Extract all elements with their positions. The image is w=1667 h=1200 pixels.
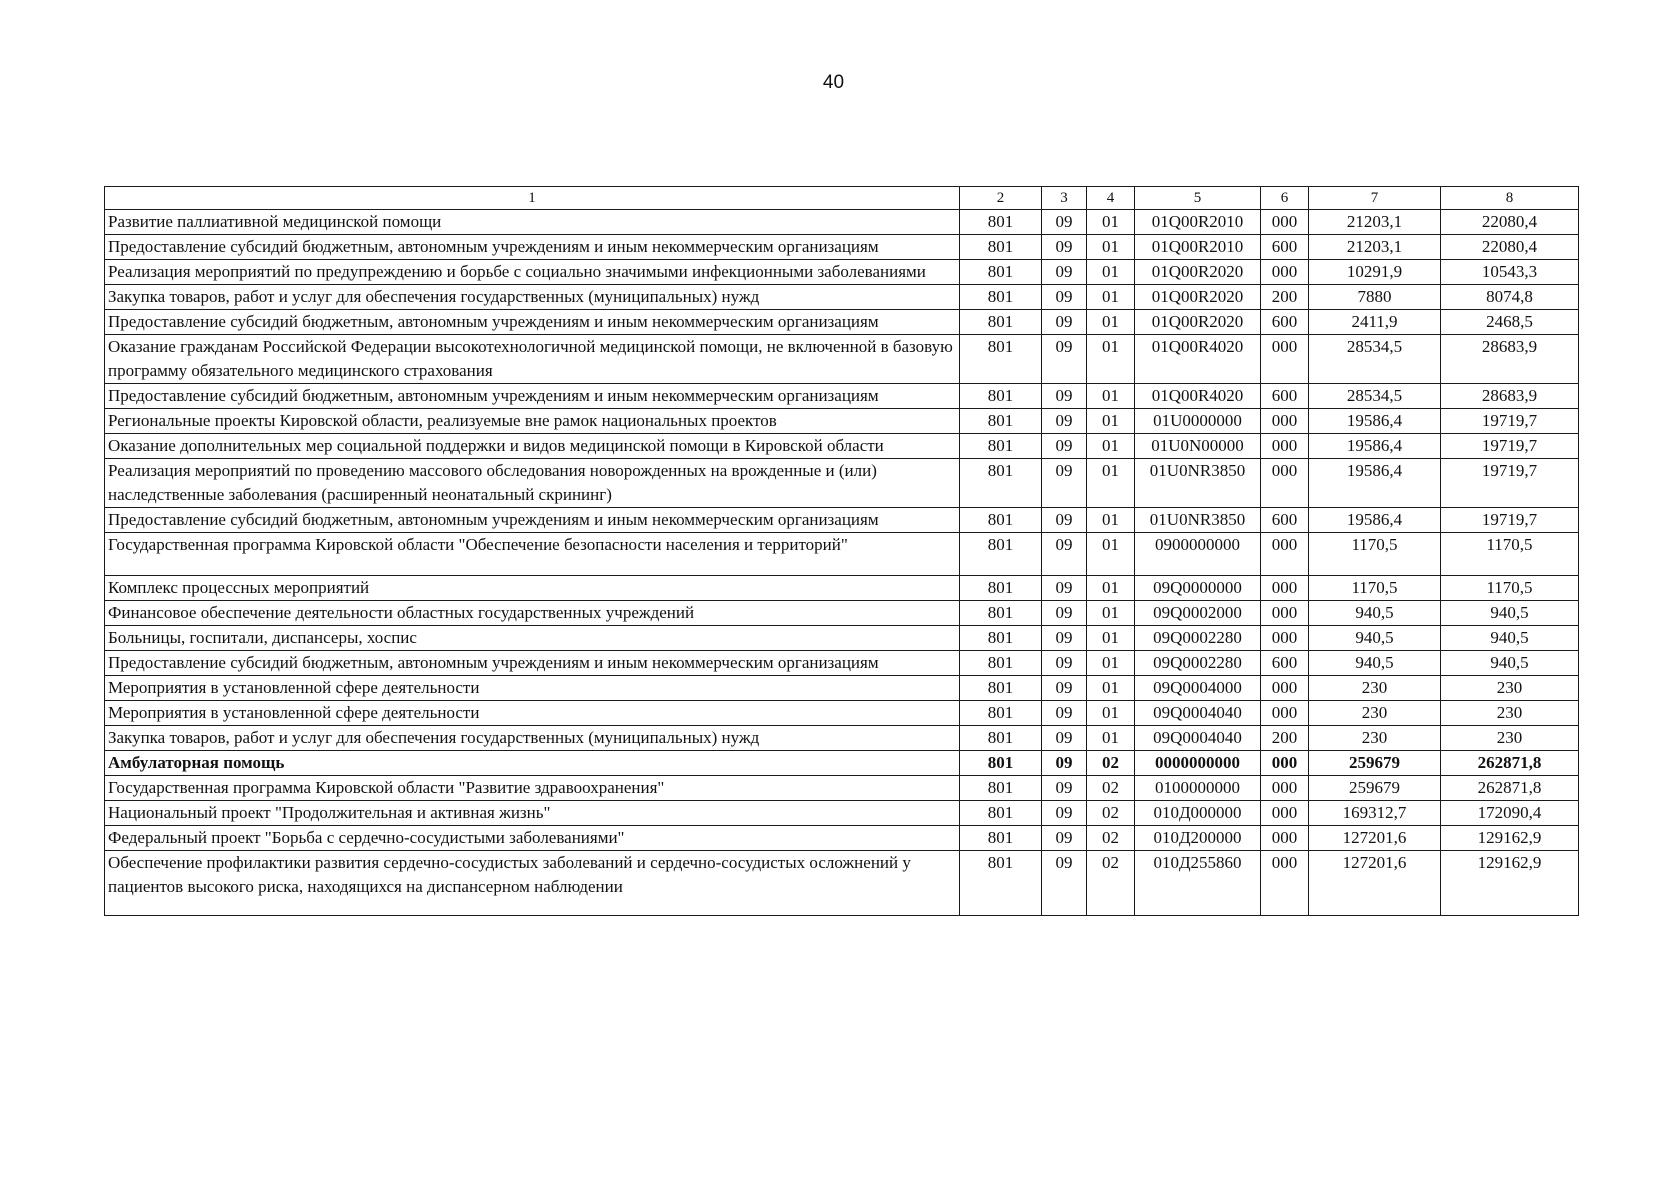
cell-amount-year-1: 940,5 <box>1309 626 1441 651</box>
cell-expense-type: 600 <box>1261 384 1309 409</box>
cell-ministry-code: 801 <box>960 434 1042 459</box>
cell-ministry-code: 801 <box>960 851 1042 916</box>
cell-section: 09 <box>1042 533 1087 576</box>
column-header: 5 <box>1135 187 1261 210</box>
cell-ministry-code: 801 <box>960 651 1042 676</box>
cell-expense-type: 600 <box>1261 508 1309 533</box>
table-row <box>105 384 1579 409</box>
cell-name: Развитие паллиативной медицинской помощи <box>105 210 960 235</box>
cell-amount-year-2: 940,5 <box>1441 626 1579 651</box>
cell-expense-type: 000 <box>1261 851 1309 916</box>
table-row <box>105 434 1579 459</box>
cell-name: Государственная программа Кировской области "Развитие здравоохранения" <box>105 776 960 801</box>
cell-ministry-code: 801 <box>960 384 1042 409</box>
cell-amount-year-1: 230 <box>1309 676 1441 701</box>
cell-amount-year-2: 129162,9 <box>1441 851 1579 916</box>
table-row <box>105 601 1579 626</box>
cell-target-article: 0000000000 <box>1135 751 1261 776</box>
cell-amount-year-2: 19719,7 <box>1441 434 1579 459</box>
cell-subsection: 02 <box>1087 801 1135 826</box>
cell-ministry-code: 801 <box>960 235 1042 260</box>
cell-name: Мероприятия в установленной сфере деятельности <box>105 701 960 726</box>
cell-expense-type: 000 <box>1261 533 1309 576</box>
cell-section: 09 <box>1042 676 1087 701</box>
cell-amount-year-1: 169312,7 <box>1309 801 1441 826</box>
cell-ministry-code: 801 <box>960 726 1042 751</box>
cell-expense-type: 200 <box>1261 285 1309 310</box>
cell-amount-year-1: 28534,5 <box>1309 335 1441 384</box>
cell-ministry-code: 801 <box>960 826 1042 851</box>
cell-subsection: 01 <box>1087 384 1135 409</box>
cell-ministry-code: 801 <box>960 533 1042 576</box>
cell-ministry-code: 801 <box>960 701 1042 726</box>
cell-subsection: 01 <box>1087 701 1135 726</box>
cell-expense-type: 000 <box>1261 434 1309 459</box>
cell-section: 09 <box>1042 726 1087 751</box>
cell-name: Оказание гражданам Российской Федерации высокотехнологичной медицинской помощи, не включенной в базовую программу обязательного медицинского страхования <box>105 335 960 384</box>
cell-name: Закупка товаров, работ и услуг для обеспечения государственных (муниципальных) нужд <box>105 726 960 751</box>
cell-expense-type: 000 <box>1261 260 1309 285</box>
table-row <box>105 826 1579 851</box>
column-header: 6 <box>1261 187 1309 210</box>
cell-expense-type: 000 <box>1261 776 1309 801</box>
cell-name: Реализация мероприятий по проведению массового обследования новорожденных на врожденные и (или) наследственные заболевания (расширенный неонатальный скрининг) <box>105 459 960 508</box>
cell-section: 09 <box>1042 651 1087 676</box>
cell-section: 09 <box>1042 801 1087 826</box>
cell-subsection: 01 <box>1087 576 1135 601</box>
cell-name: Амбулаторная помощь <box>105 751 960 776</box>
cell-section: 09 <box>1042 776 1087 801</box>
cell-amount-year-2: 172090,4 <box>1441 801 1579 826</box>
cell-ministry-code: 801 <box>960 335 1042 384</box>
cell-subsection: 01 <box>1087 459 1135 508</box>
table-row <box>105 701 1579 726</box>
cell-amount-year-1: 1170,5 <box>1309 576 1441 601</box>
cell-ministry-code: 801 <box>960 676 1042 701</box>
cell-subsection: 02 <box>1087 851 1135 916</box>
cell-subsection: 01 <box>1087 310 1135 335</box>
cell-expense-type: 600 <box>1261 651 1309 676</box>
cell-amount-year-2: 19719,7 <box>1441 508 1579 533</box>
cell-section: 09 <box>1042 335 1087 384</box>
cell-amount-year-1: 10291,9 <box>1309 260 1441 285</box>
cell-subsection: 01 <box>1087 409 1135 434</box>
column-header: 1 <box>105 187 960 210</box>
table-row <box>105 210 1579 235</box>
cell-amount-year-2: 22080,4 <box>1441 210 1579 235</box>
table-row <box>105 285 1579 310</box>
cell-section: 09 <box>1042 384 1087 409</box>
cell-name: Обеспечение профилактики развития сердечно-сосудистых заболеваний и сердечно-сосудистых осложнений у пациентов высокого риска, находящихся на диспансерном наблюдении <box>105 851 960 916</box>
table-row <box>105 626 1579 651</box>
cell-section: 09 <box>1042 260 1087 285</box>
cell-expense-type: 000 <box>1261 826 1309 851</box>
cell-ministry-code: 801 <box>960 310 1042 335</box>
cell-section: 09 <box>1042 851 1087 916</box>
cell-target-article: 010Д255860 <box>1135 851 1261 916</box>
cell-name: Национальный проект "Продолжительная и активная жизнь" <box>105 801 960 826</box>
cell-name: Оказание дополнительных мер социальной поддержки и видов медицинской помощи в Кировской области <box>105 434 960 459</box>
cell-amount-year-1: 230 <box>1309 701 1441 726</box>
cell-target-article: 0100000000 <box>1135 776 1261 801</box>
table-row <box>105 676 1579 701</box>
cell-ministry-code: 801 <box>960 576 1042 601</box>
cell-subsection: 02 <box>1087 776 1135 801</box>
cell-subsection: 01 <box>1087 533 1135 576</box>
cell-amount-year-2: 19719,7 <box>1441 409 1579 434</box>
cell-subsection: 01 <box>1087 676 1135 701</box>
cell-amount-year-2: 940,5 <box>1441 651 1579 676</box>
cell-name: Больницы, госпитали, диспансеры, хоспис <box>105 626 960 651</box>
column-header: 7 <box>1309 187 1441 210</box>
cell-amount-year-1: 230 <box>1309 726 1441 751</box>
cell-subsection: 02 <box>1087 826 1135 851</box>
cell-target-article: 010Д200000 <box>1135 826 1261 851</box>
cell-expense-type: 000 <box>1261 459 1309 508</box>
table-row <box>105 726 1579 751</box>
cell-subsection: 01 <box>1087 651 1135 676</box>
table-row <box>105 310 1579 335</box>
table-row <box>105 851 1579 916</box>
cell-section: 09 <box>1042 701 1087 726</box>
table-row <box>105 801 1579 826</box>
table-row <box>105 409 1579 434</box>
cell-target-article: 010Д000000 <box>1135 801 1261 826</box>
cell-target-article: 01Q00R2010 <box>1135 235 1261 260</box>
cell-amount-year-2: 8074,8 <box>1441 285 1579 310</box>
cell-ministry-code: 801 <box>960 751 1042 776</box>
cell-amount-year-2: 1170,5 <box>1441 533 1579 576</box>
cell-section: 09 <box>1042 409 1087 434</box>
cell-target-article: 01Q00R4020 <box>1135 335 1261 384</box>
cell-expense-type: 000 <box>1261 409 1309 434</box>
cell-target-article: 09Q0004040 <box>1135 701 1261 726</box>
cell-expense-type: 200 <box>1261 726 1309 751</box>
cell-amount-year-1: 19586,4 <box>1309 508 1441 533</box>
cell-ministry-code: 801 <box>960 285 1042 310</box>
cell-amount-year-1: 21203,1 <box>1309 235 1441 260</box>
cell-subsection: 01 <box>1087 235 1135 260</box>
cell-target-article: 01U0NR3850 <box>1135 459 1261 508</box>
cell-name: Закупка товаров, работ и услуг для обеспечения государственных (муниципальных) нужд <box>105 285 960 310</box>
cell-section: 09 <box>1042 210 1087 235</box>
cell-section: 09 <box>1042 459 1087 508</box>
cell-expense-type: 000 <box>1261 751 1309 776</box>
cell-amount-year-2: 262871,8 <box>1441 776 1579 801</box>
cell-amount-year-1: 19586,4 <box>1309 459 1441 508</box>
cell-amount-year-2: 19719,7 <box>1441 459 1579 508</box>
page-number: 40 <box>822 72 845 93</box>
column-header: 2 <box>960 187 1042 210</box>
cell-amount-year-2: 2468,5 <box>1441 310 1579 335</box>
cell-amount-year-1: 1170,5 <box>1309 533 1441 576</box>
cell-ministry-code: 801 <box>960 210 1042 235</box>
cell-amount-year-2: 230 <box>1441 701 1579 726</box>
cell-name: Предоставление субсидий бюджетным, автономным учреждениям и иным некоммерческим организациям <box>105 508 960 533</box>
table-row <box>105 576 1579 601</box>
cell-section: 09 <box>1042 751 1087 776</box>
cell-target-article: 09Q0002000 <box>1135 601 1261 626</box>
cell-ministry-code: 801 <box>960 260 1042 285</box>
cell-target-article: 01Q00R4020 <box>1135 384 1261 409</box>
cell-amount-year-1: 2411,9 <box>1309 310 1441 335</box>
cell-target-article: 01Q00R2010 <box>1135 210 1261 235</box>
cell-expense-type: 000 <box>1261 676 1309 701</box>
table-row <box>105 533 1579 576</box>
cell-amount-year-1: 940,5 <box>1309 651 1441 676</box>
column-header: 3 <box>1042 187 1087 210</box>
table-body <box>105 210 1579 916</box>
cell-amount-year-2: 22080,4 <box>1441 235 1579 260</box>
cell-ministry-code: 801 <box>960 601 1042 626</box>
table-row <box>105 751 1579 776</box>
column-header: 4 <box>1087 187 1135 210</box>
cell-target-article: 01Q00R2020 <box>1135 310 1261 335</box>
cell-name: Мероприятия в установленной сфере деятельности <box>105 676 960 701</box>
cell-amount-year-1: 127201,6 <box>1309 826 1441 851</box>
cell-name: Предоставление субсидий бюджетным, автономным учреждениям и иным некоммерческим организациям <box>105 235 960 260</box>
cell-section: 09 <box>1042 626 1087 651</box>
cell-target-article: 09Q0002280 <box>1135 626 1261 651</box>
cell-amount-year-2: 262871,8 <box>1441 751 1579 776</box>
cell-subsection: 01 <box>1087 210 1135 235</box>
cell-subsection: 01 <box>1087 601 1135 626</box>
cell-name: Региональные проекты Кировской области, реализуемые вне рамок национальных проектов <box>105 409 960 434</box>
cell-section: 09 <box>1042 826 1087 851</box>
cell-subsection: 01 <box>1087 434 1135 459</box>
cell-amount-year-2: 28683,9 <box>1441 384 1579 409</box>
cell-name: Государственная программа Кировской области "Обеспечение безопасности населения и территорий" <box>105 533 960 576</box>
cell-expense-type: 000 <box>1261 701 1309 726</box>
cell-expense-type: 000 <box>1261 576 1309 601</box>
cell-amount-year-1: 940,5 <box>1309 601 1441 626</box>
cell-name: Предоставление субсидий бюджетным, автономным учреждениям и иным некоммерческим организациям <box>105 384 960 409</box>
cell-target-article: 01Q00R2020 <box>1135 285 1261 310</box>
cell-amount-year-2: 230 <box>1441 726 1579 751</box>
table-row <box>105 651 1579 676</box>
cell-target-article: 01U0NR3850 <box>1135 508 1261 533</box>
cell-amount-year-2: 230 <box>1441 676 1579 701</box>
cell-amount-year-1: 7880 <box>1309 285 1441 310</box>
cell-expense-type: 000 <box>1261 801 1309 826</box>
cell-name: Предоставление субсидий бюджетным, автономным учреждениям и иным некоммерческим организациям <box>105 310 960 335</box>
cell-expense-type: 000 <box>1261 601 1309 626</box>
cell-expense-type: 000 <box>1261 210 1309 235</box>
table-row <box>105 776 1579 801</box>
table-row <box>105 459 1579 508</box>
cell-amount-year-1: 19586,4 <box>1309 434 1441 459</box>
cell-expense-type: 000 <box>1261 335 1309 384</box>
cell-subsection: 01 <box>1087 335 1135 384</box>
cell-amount-year-1: 28534,5 <box>1309 384 1441 409</box>
table-row <box>105 335 1579 384</box>
cell-amount-year-2: 28683,9 <box>1441 335 1579 384</box>
cell-target-article: 01U0000000 <box>1135 409 1261 434</box>
budget-table <box>104 186 1579 916</box>
table-row <box>105 508 1579 533</box>
cell-amount-year-1: 259679 <box>1309 751 1441 776</box>
cell-amount-year-2: 129162,9 <box>1441 826 1579 851</box>
header-row <box>105 187 1579 210</box>
cell-expense-type: 000 <box>1261 626 1309 651</box>
cell-name: Реализация мероприятий по предупреждению и борьбе с социально значимыми инфекционными заболеваниями <box>105 260 960 285</box>
cell-section: 09 <box>1042 310 1087 335</box>
cell-target-article: 01Q00R2020 <box>1135 260 1261 285</box>
cell-section: 09 <box>1042 434 1087 459</box>
cell-ministry-code: 801 <box>960 409 1042 434</box>
cell-amount-year-1: 19586,4 <box>1309 409 1441 434</box>
cell-target-article: 0900000000 <box>1135 533 1261 576</box>
cell-amount-year-2: 10543,3 <box>1441 260 1579 285</box>
cell-section: 09 <box>1042 235 1087 260</box>
cell-amount-year-1: 127201,6 <box>1309 851 1441 916</box>
cell-amount-year-1: 259679 <box>1309 776 1441 801</box>
cell-section: 09 <box>1042 601 1087 626</box>
cell-subsection: 01 <box>1087 726 1135 751</box>
cell-section: 09 <box>1042 576 1087 601</box>
cell-ministry-code: 801 <box>960 801 1042 826</box>
cell-name: Финансовое обеспечение деятельности областных государственных учреждений <box>105 601 960 626</box>
table-row <box>105 235 1579 260</box>
cell-expense-type: 600 <box>1261 310 1309 335</box>
cell-target-article: 09Q0000000 <box>1135 576 1261 601</box>
cell-target-article: 09Q0002280 <box>1135 651 1261 676</box>
cell-subsection: 01 <box>1087 260 1135 285</box>
column-header: 8 <box>1441 187 1579 210</box>
cell-expense-type: 600 <box>1261 235 1309 260</box>
cell-name: Федеральный проект "Борьба с сердечно-сосудистыми заболеваниями" <box>105 826 960 851</box>
cell-name: Предоставление субсидий бюджетным, автономным учреждениям и иным некоммерческим организациям <box>105 651 960 676</box>
cell-ministry-code: 801 <box>960 459 1042 508</box>
cell-amount-year-2: 1170,5 <box>1441 576 1579 601</box>
cell-subsection: 02 <box>1087 751 1135 776</box>
cell-subsection: 01 <box>1087 285 1135 310</box>
cell-ministry-code: 801 <box>960 776 1042 801</box>
cell-amount-year-2: 940,5 <box>1441 601 1579 626</box>
cell-ministry-code: 801 <box>960 626 1042 651</box>
cell-subsection: 01 <box>1087 508 1135 533</box>
cell-section: 09 <box>1042 285 1087 310</box>
cell-name: Комплекс процессных мероприятий <box>105 576 960 601</box>
cell-amount-year-1: 21203,1 <box>1309 210 1441 235</box>
cell-target-article: 01U0N00000 <box>1135 434 1261 459</box>
cell-subsection: 01 <box>1087 626 1135 651</box>
cell-ministry-code: 801 <box>960 508 1042 533</box>
table-row <box>105 260 1579 285</box>
cell-target-article: 09Q0004040 <box>1135 726 1261 751</box>
cell-target-article: 09Q0004000 <box>1135 676 1261 701</box>
cell-section: 09 <box>1042 508 1087 533</box>
